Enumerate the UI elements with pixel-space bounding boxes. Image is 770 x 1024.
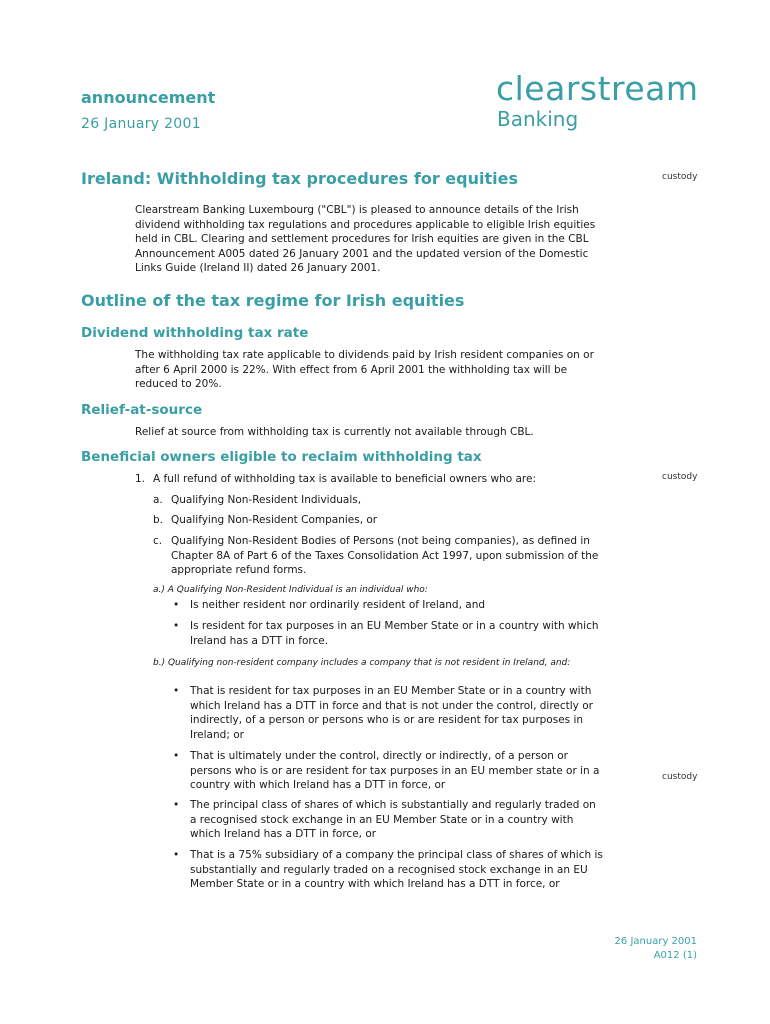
relief-paragraph: Relief at source from withholding tax is currently not available through CBL. (135, 426, 534, 438)
list-letter: b. (153, 514, 164, 526)
bullet-mark: • (173, 685, 180, 697)
side-label-custody: custody (662, 472, 698, 482)
logo-wordmark: clearstream (496, 69, 699, 108)
bullet-item (173, 848, 605, 892)
bullet-item (173, 684, 605, 742)
sub-list-item (153, 513, 605, 528)
list-item (135, 472, 605, 487)
page-title: Ireland: Withholding tax procedures for equities (81, 169, 518, 188)
section-title-outline: Outline of the tax regime for Irish equities (81, 291, 465, 310)
list-letter: c. (153, 535, 163, 547)
bullet-text: That is resident for tax purposes in an EU Member State or in a country with which Ireland has a DTT in force and that is not under the control, directly or indirectly, of a person or persons who is or are resident for tax purposes in Ireland; or (190, 685, 593, 741)
side-label-custody: custody (662, 172, 698, 182)
bullet-text: Is resident for tax purposes in an EU Member State or in a country with which Ireland has a DTT in force. (190, 620, 599, 647)
list-number: 1. (135, 473, 146, 485)
sub-item-text: Qualifying Non-Resident Individuals, (171, 494, 362, 506)
bullet-mark: • (173, 750, 180, 762)
bullet-mark: • (173, 849, 180, 861)
bullet-text: Is neither resident nor ordinarily resident of Ireland, and (190, 599, 486, 611)
bullet-item (173, 798, 605, 842)
intro-paragraph: Clearstream Banking Luxembourg ("CBL") is pleased to announce details of the Irish dividend withholding tax regulations and procedures applicable to eligible Irish equities held in CBL. Clearing and settlement procedures for Irish equities are given in the CBL Announcement A005 dated 26 January 2001 and the updated version of the Domestic Links Guide (Ireland II) dated 26 January 2001. (135, 204, 596, 275)
sub-item-text: Qualifying Non-Resident Companies, or (171, 514, 378, 526)
definition-label-b: b.) Qualifying non-resident company includes a company that is not resident in Ireland, and: (153, 658, 571, 668)
heading-dividend-rate: Dividend withholding tax rate (81, 325, 309, 341)
bullet-item (173, 749, 605, 793)
heading-beneficial-owners: Beneficial owners eligible to reclaim withholding tax (81, 449, 482, 465)
bullet-text: That is a 75% subsidiary of a company the principal class of shares of which is substantially and regularly traded on a recognised stock exchange in an EU Member State or in a country with which Ireland has a DTT in force, or (190, 849, 603, 891)
sub-list-item (153, 493, 605, 508)
list-letter: a. (153, 494, 163, 506)
footer-date: 26 January 2001 (614, 936, 697, 947)
bullet-text: The principal class of shares of which is substantially and regularly traded on a recognised stock exchange in an EU Member State or in a country with which Ireland has a DTT in force, or (190, 799, 596, 841)
bullet-text: That is ultimately under the control, directly or indirectly, of a person or persons who is or are resident for tax purposes in an EU member state or in a country with which Ireland has a DTT in force, or (190, 750, 600, 792)
document-date: 26 January 2001 (81, 116, 201, 132)
document-type: announcement (81, 88, 216, 107)
dividend-paragraph: The withholding tax rate applicable to dividends paid by Irish resident companies on or after 6 April 2000 is 22%. With effect from 6 April 2001 the withholding tax will be reduced to 20%. (135, 349, 594, 391)
footer-reference: A012 (1) (653, 950, 697, 961)
sub-list-item (153, 534, 605, 578)
list-item-text: A full refund of withholding tax is available to beneficial owners who are: (153, 473, 537, 485)
bullet-mark: • (173, 799, 180, 811)
definition-label-a: a.) A Qualifying Non-Resident Individual is an individual who: (153, 585, 428, 595)
heading-relief-at-source: Relief-at-source (81, 402, 203, 418)
clearstream-logo (496, 70, 699, 130)
bullet-item (173, 598, 605, 613)
side-label-custody: custody (662, 772, 698, 782)
logo-subtitle: Banking (497, 107, 579, 131)
sub-item-text: Qualifying Non-Resident Bodies of Persons (not being companies), as defined in Chapter 8A of Part 6 of the Taxes Consolidation Act 1997, upon submission of the appropriate refund forms. (171, 535, 599, 577)
bullet-mark: • (173, 599, 180, 611)
bullet-mark: • (173, 620, 180, 632)
bullet-item (173, 619, 605, 648)
